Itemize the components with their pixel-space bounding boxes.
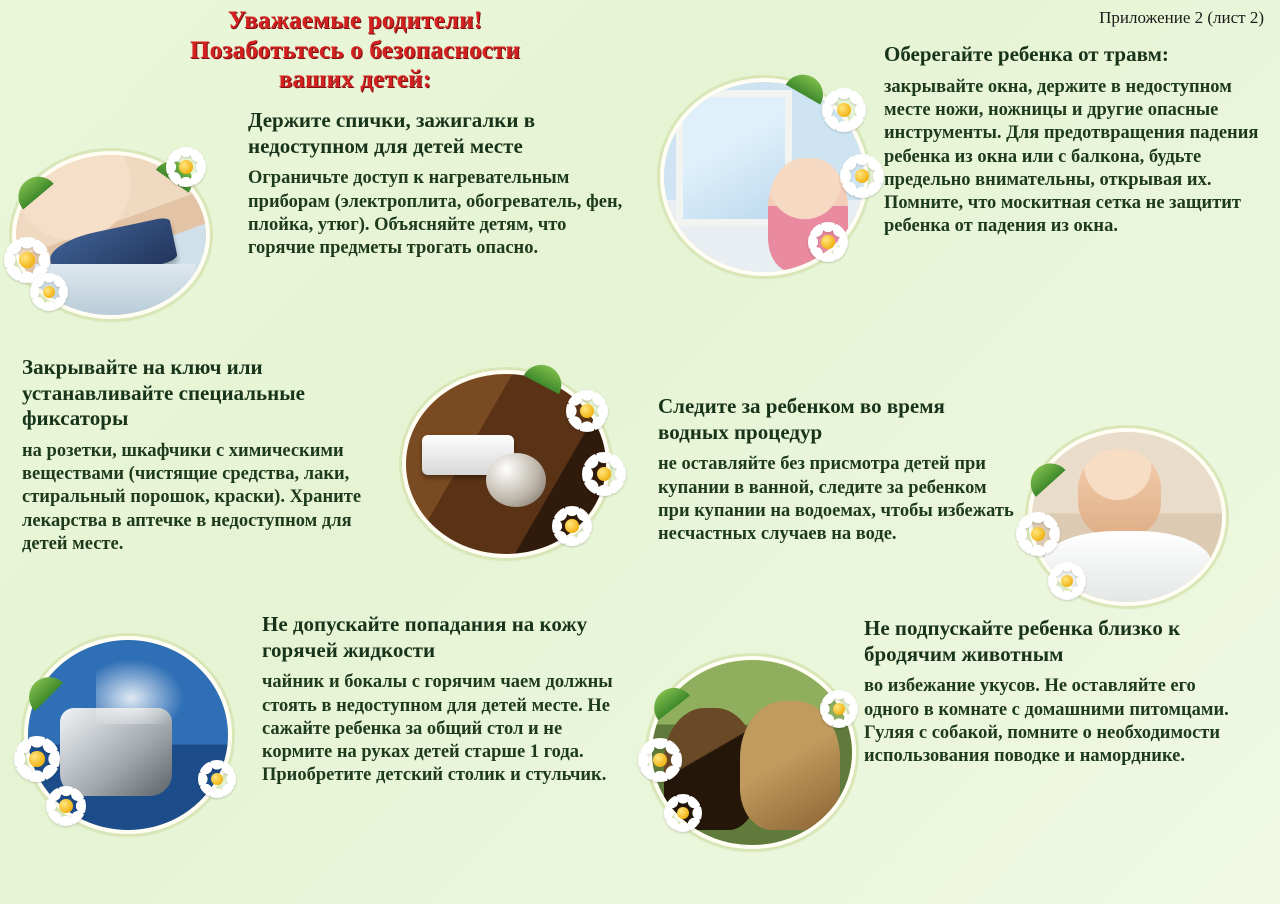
photo-cabinet-lock-frame: [406, 374, 606, 554]
block-animals: [864, 616, 1240, 768]
photo-cabinet-lock-image: [406, 374, 606, 554]
photo-dogs: [652, 660, 852, 845]
page-title-line-1: Уважаемые родители!: [227, 7, 483, 34]
photo-kettle: [28, 640, 228, 830]
block-hot-liquid-heading: Не допускайте попадания на кожу горячей жидкости: [262, 612, 588, 662]
block-water-body: не оставляйте без присмотра детей при купании в ванной, следите за ребенком при купании на водоемах, чтобы избежать несчастных случаев на воде.: [658, 454, 1014, 545]
photo-baby-bath: [1032, 432, 1222, 602]
photo-iron-frame: [16, 155, 206, 315]
block-matches-heading: Держите спички, зажигалки в недоступном для детей месте: [248, 108, 536, 158]
block-locks: [22, 355, 382, 556]
photo-iron: [16, 155, 206, 315]
block-injuries-heading: Оберегайте ребенка от травм:: [884, 42, 1169, 66]
photo-cabinet-lock: [406, 374, 606, 554]
photo-dogs-image: [652, 660, 852, 845]
block-hot-liquid-body: чайник и бокалы с горячим чаем должны стоять в недоступном для детей месте. Не сажайте ребенка за общий стол и не кормите на руках детей старше 1 года. Приобретите детский столик и стульчик.: [262, 672, 613, 786]
block-water: [658, 394, 1018, 546]
block-matches-body: Ограничьте доступ к нагревательным приборам (электроплита, обогреватель, фен, плойка, утюг). Объясняйте детям, что горячие предметы трогать опасно.: [248, 168, 623, 259]
photo-window-child-frame: [664, 82, 864, 272]
block-animals-heading: Не подпускайте ребенка близко к бродячим животным: [864, 616, 1181, 666]
block-matches: [248, 108, 628, 260]
photo-window-child: [664, 82, 864, 272]
block-water-heading: Следите за ребенком во время водных процедур: [658, 394, 945, 444]
photo-baby-bath-frame: [1032, 432, 1222, 602]
photo-window-child-image: [664, 82, 864, 272]
page-title: [120, 6, 590, 95]
page-title-line-2: Позаботьтесь о безопасности: [189, 36, 521, 64]
block-animals-body: во избежание укусов. Не оставляйте его одного в комнате с домашними питомцами. Гуляя с собакой, помните о необходимости использования поводке и наморднике.: [864, 676, 1229, 767]
photo-kettle-frame: [28, 640, 228, 830]
block-hot-liquid: [262, 612, 634, 788]
block-locks-heading: Закрывайте на ключ или устанавливайте специальные фиксаторы: [22, 355, 305, 431]
photo-iron-image: [16, 155, 206, 315]
photo-baby-bath-image: [1032, 432, 1222, 602]
photo-kettle-image: [28, 640, 228, 830]
photo-dogs-frame: [652, 660, 852, 845]
page-title-line-3: ваших детей:: [278, 66, 432, 93]
appendix-note: Приложение 2 (лист 2): [1099, 8, 1264, 27]
block-injuries-body: закрывайте окна, держите в недоступном месте ножи, ножницы и другие опасные инструменты. Для предотвращения падения ребенка из окна или с балкона, будьте предельно внимательны, открывая их. Помните, что москитная сетка не защитит ребенка от падения из окна.: [884, 76, 1259, 237]
block-locks-body: на розетки, шкафчики с химическими веществами (чистящие средства, лаки, стиральный порошок, краски). Храните лекарства в аптечке в недоступном для детей месте.: [22, 440, 362, 555]
block-injuries: [884, 42, 1266, 239]
